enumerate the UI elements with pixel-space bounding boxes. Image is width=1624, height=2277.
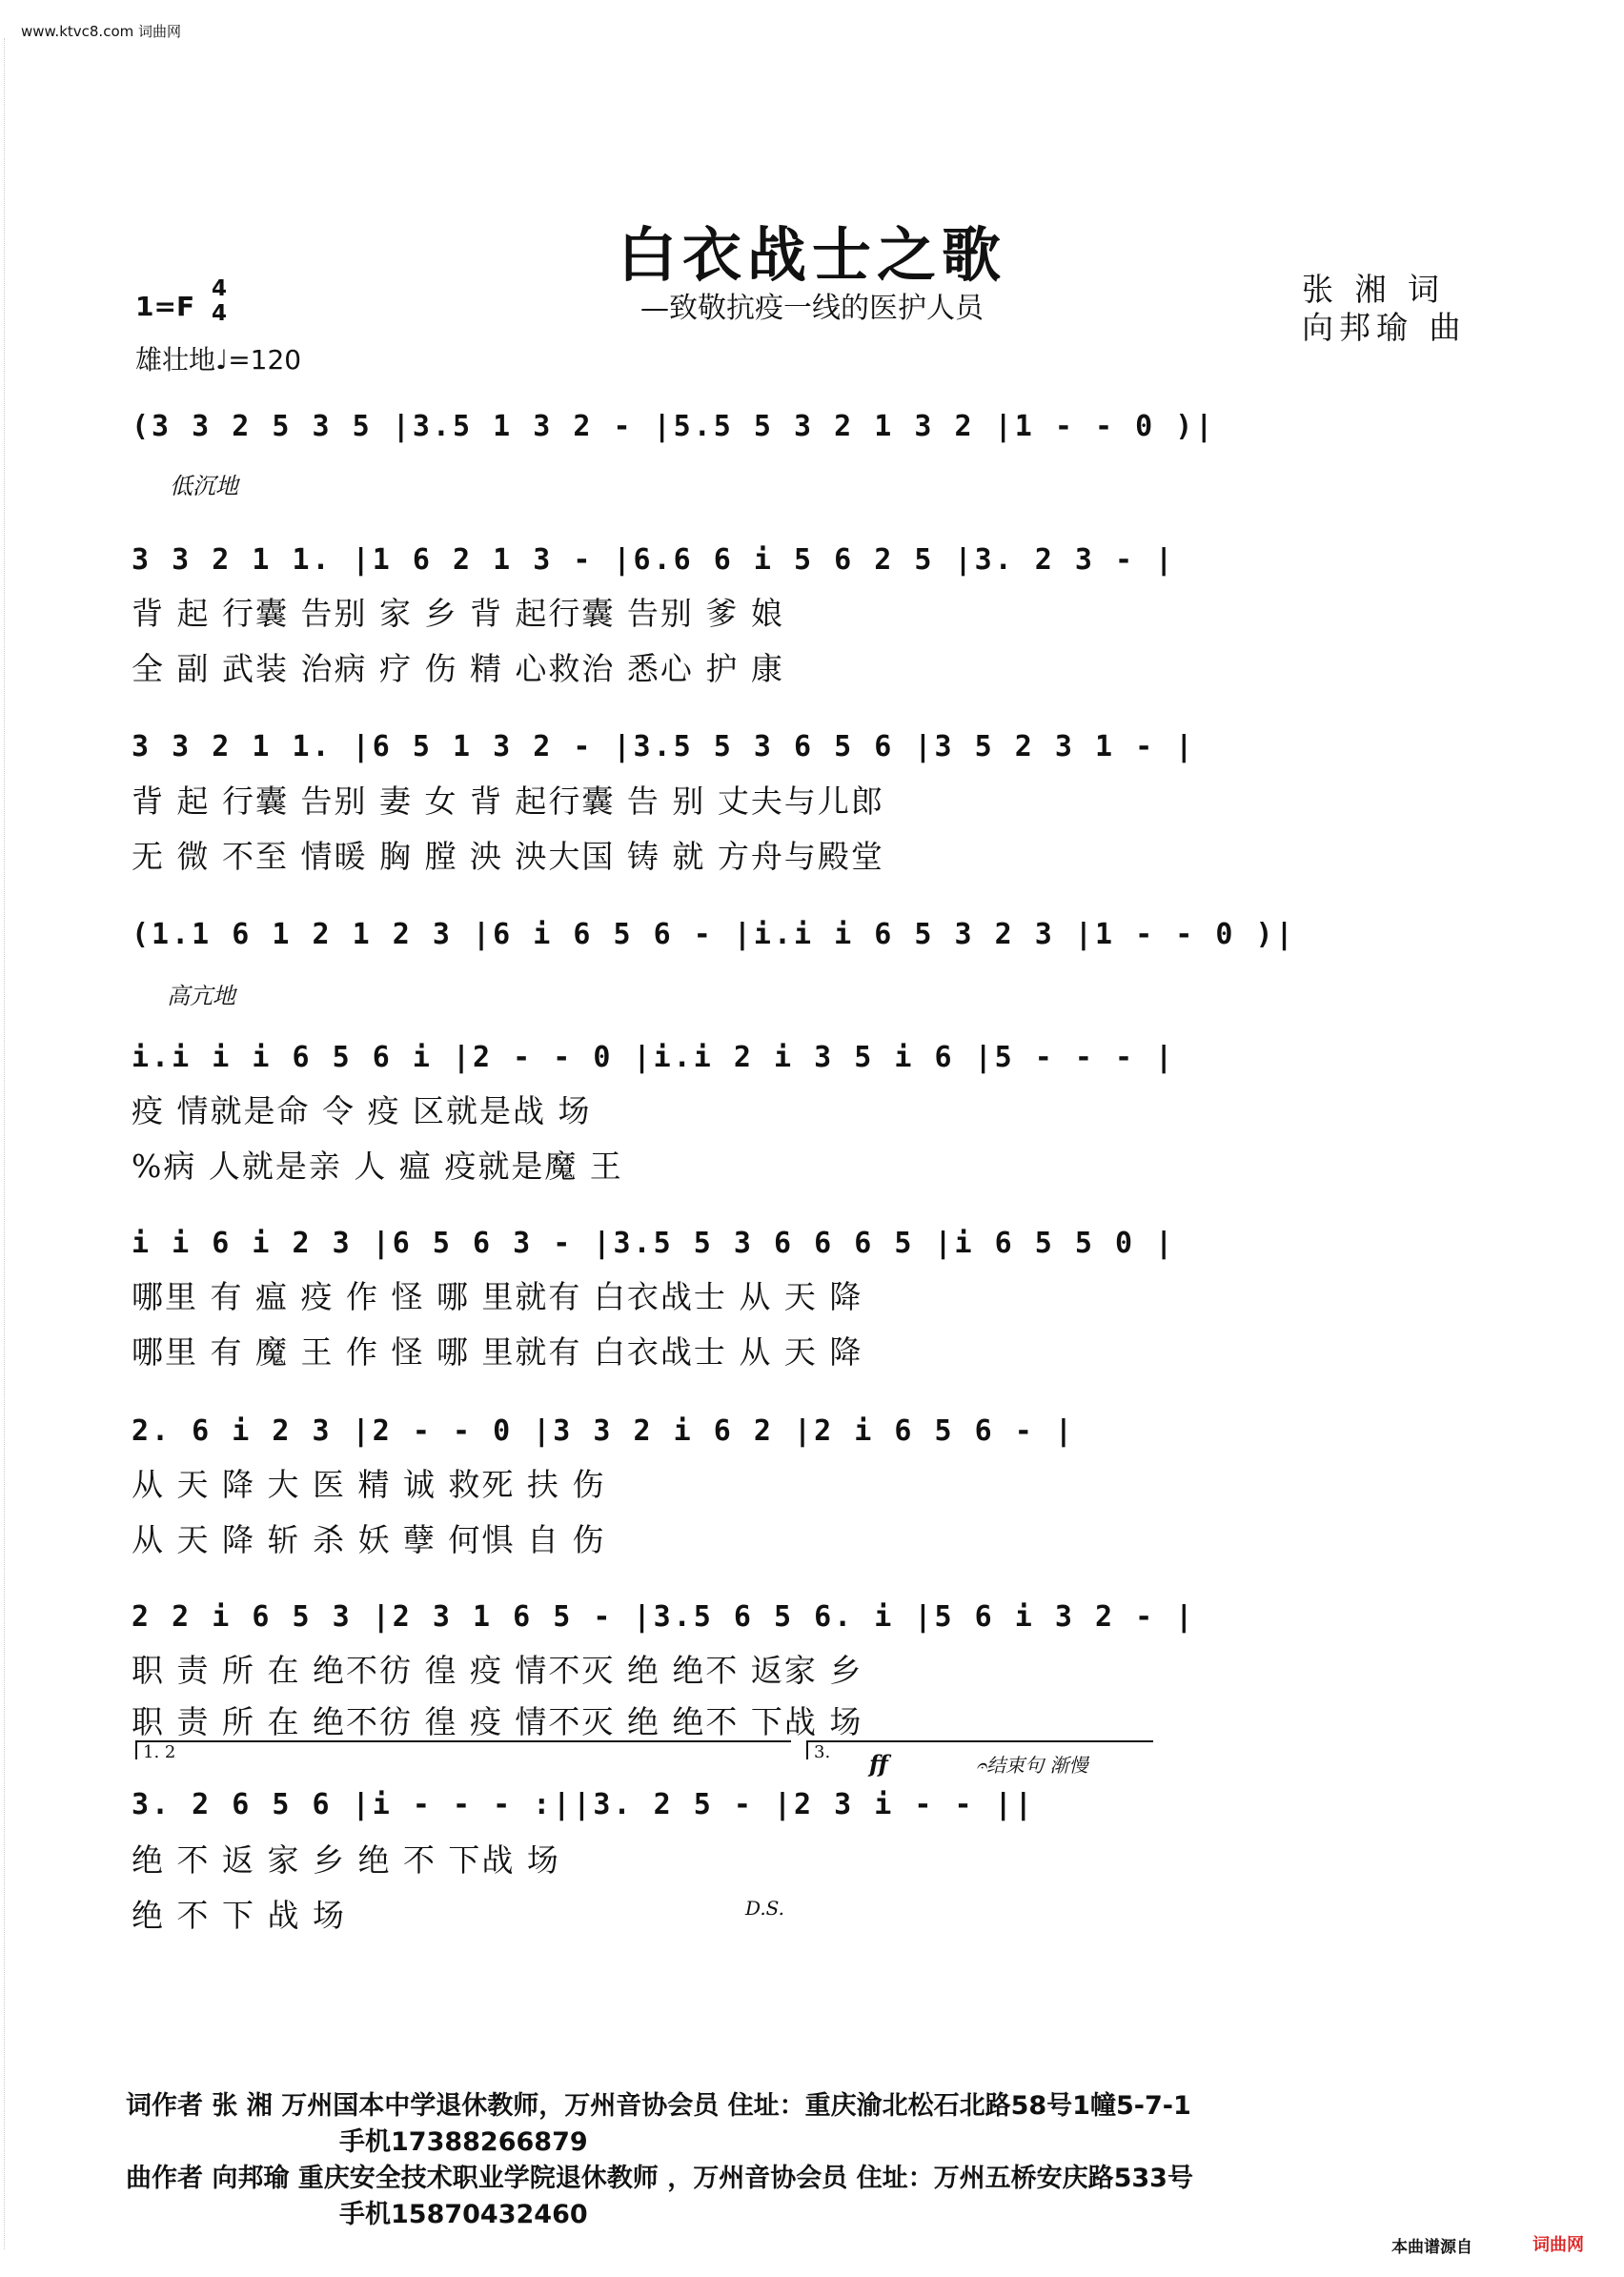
ending-bracket-3: 3. xyxy=(806,1740,1153,1759)
lyric-line: 职 责 所 在 绝不彷 徨 疫 情不灭 绝 绝不 下战 场 xyxy=(132,1703,863,1740)
lyric-line: 从 天 降 大 医 精 诚 救死 扶 伤 xyxy=(132,1466,606,1503)
footer-lyricist-phone: 手机17388266879 xyxy=(339,2127,588,2157)
expression-mark: 高亢地 xyxy=(167,983,235,1009)
footer-composer-phone: 手机15870432460 xyxy=(339,2200,588,2229)
time-signature xyxy=(212,276,227,326)
meter-top: 4 xyxy=(212,276,228,301)
lyric-line: %病 人就是亲 人 瘟 疫就是魔 王 xyxy=(132,1148,623,1185)
ds-mark: D.S. xyxy=(745,1897,785,1920)
lyric-line: 全 副 武装 治病 疗 伤 精 心救治 悉心 护 康 xyxy=(132,650,784,687)
lyric-line: 背 起 行囊 告别 家 乡 背 起行囊 告别 爹 娘 xyxy=(132,595,784,632)
lyric-line: 绝 不 返 家 乡 绝 不 下战 场 xyxy=(132,1841,560,1879)
lyricist-credit: 张 湘 词 xyxy=(1302,271,1445,308)
lyric-line: 职 责 所 在 绝不彷 徨 疫 情不灭 绝 绝不 返家 乡 xyxy=(132,1652,863,1689)
credits xyxy=(1302,271,1467,347)
lyric-line: 哪里 有 瘟 疫 作 怪 哪 里就有 白衣战士 从 天 降 xyxy=(132,1278,863,1315)
lyric-line: 从 天 降 斩 杀 妖 孽 何惧 自 伤 xyxy=(132,1521,606,1558)
composer-credit: 向邦瑜 曲 xyxy=(1302,309,1467,346)
side-watermark-strip xyxy=(4,38,16,2249)
footer-lyricist-info: 词作者 张 湘 万州国本中学退休教师，万州音协会员 住址：重庆渝北松石北路58号1幢5-7-1 xyxy=(126,2091,1191,2121)
lyric-line: 绝 不 下 战 场 xyxy=(132,1897,346,1934)
dynamic-ff: ff xyxy=(869,1750,888,1778)
notation-row: 3. 2 6 5 6 |i - - - :||3. 2 5 - |2 3 i - - || xyxy=(132,1788,1035,1821)
notation-row: i.i i i 6 5 6 i |2 - - 0 |i.i 2 i 3 5 i 6 |5 - - - | xyxy=(132,1041,1176,1074)
notation-row: 3 3 2 1 1. |1 6 2 1 3 - |6.6 6 i 5 6 2 5 |3. 2 3 - | xyxy=(132,543,1176,577)
notation-row: 3 3 2 1 1. |6 5 1 3 2 - |3.5 5 3 6 5 6 |3 5 2 3 1 - | xyxy=(132,730,1196,763)
key-signature: 1=F xyxy=(135,291,195,322)
notation-row: (3 3 2 5 3 5 |3.5 1 3 2 - |5.5 5 3 2 1 3 2 |1 - - 0 )| xyxy=(132,410,1216,443)
lyric-line: 哪里 有 魔 王 作 怪 哪 里就有 白衣战士 从 天 降 xyxy=(132,1333,863,1371)
meter-bottom: 4 xyxy=(212,301,228,326)
notation-row: i i 6 i 2 3 |6 5 6 3 - |3.5 5 3 6 6 6 5 |i 6 5 5 0 | xyxy=(132,1227,1176,1260)
source-note: 本曲谱源自 xyxy=(1391,2238,1472,2257)
notation-row: (1.1 6 1 2 1 2 3 |6 i 6 5 6 - |i.i i 6 5 3 2 3 |1 - - 0 )| xyxy=(132,918,1296,951)
tempo-marking: 雄壮地♩=120 xyxy=(135,344,302,376)
lyric-line: 无 微 不至 情暖 胸 膛 泱 泱大国 铸 就 方舟与殿堂 xyxy=(132,838,884,875)
song-title: 白衣战士之歌 xyxy=(617,220,1006,290)
song-subtitle: —致敬抗疫一线的医护人员 xyxy=(640,292,984,325)
footer-composer-info: 曲作者 向邦瑜 重庆安全技术职业学院退休教师 ，万州音协会员 住址：万州五桥安庆路533号 xyxy=(126,2164,1193,2193)
ending-bracket-1-2: 1. 2 xyxy=(135,1740,791,1759)
fermata-note: 𝄐结束句 渐慢 xyxy=(976,1754,1088,1777)
notation-row: 2 2 i 6 5 3 |2 3 1 6 5 - |3.5 6 5 6. i |5 6 i 3 2 - | xyxy=(132,1600,1196,1634)
lyric-line: 疫 情就是命 令 疫 区就是战 场 xyxy=(132,1092,592,1129)
site-url: www.ktvc8.com 词曲网 xyxy=(21,23,182,40)
lyric-line: 背 起 行囊 告别 妻 女 背 起行囊 告 别 丈夫与儿郎 xyxy=(132,783,884,820)
expression-mark: 低沉地 xyxy=(170,473,238,499)
site-logo: 词曲网 xyxy=(1533,2235,1584,2255)
notation-row: 2. 6 i 2 3 |2 - - 0 |3 3 2 i 6 2 |2 i 6 5 6 - | xyxy=(132,1414,1075,1448)
